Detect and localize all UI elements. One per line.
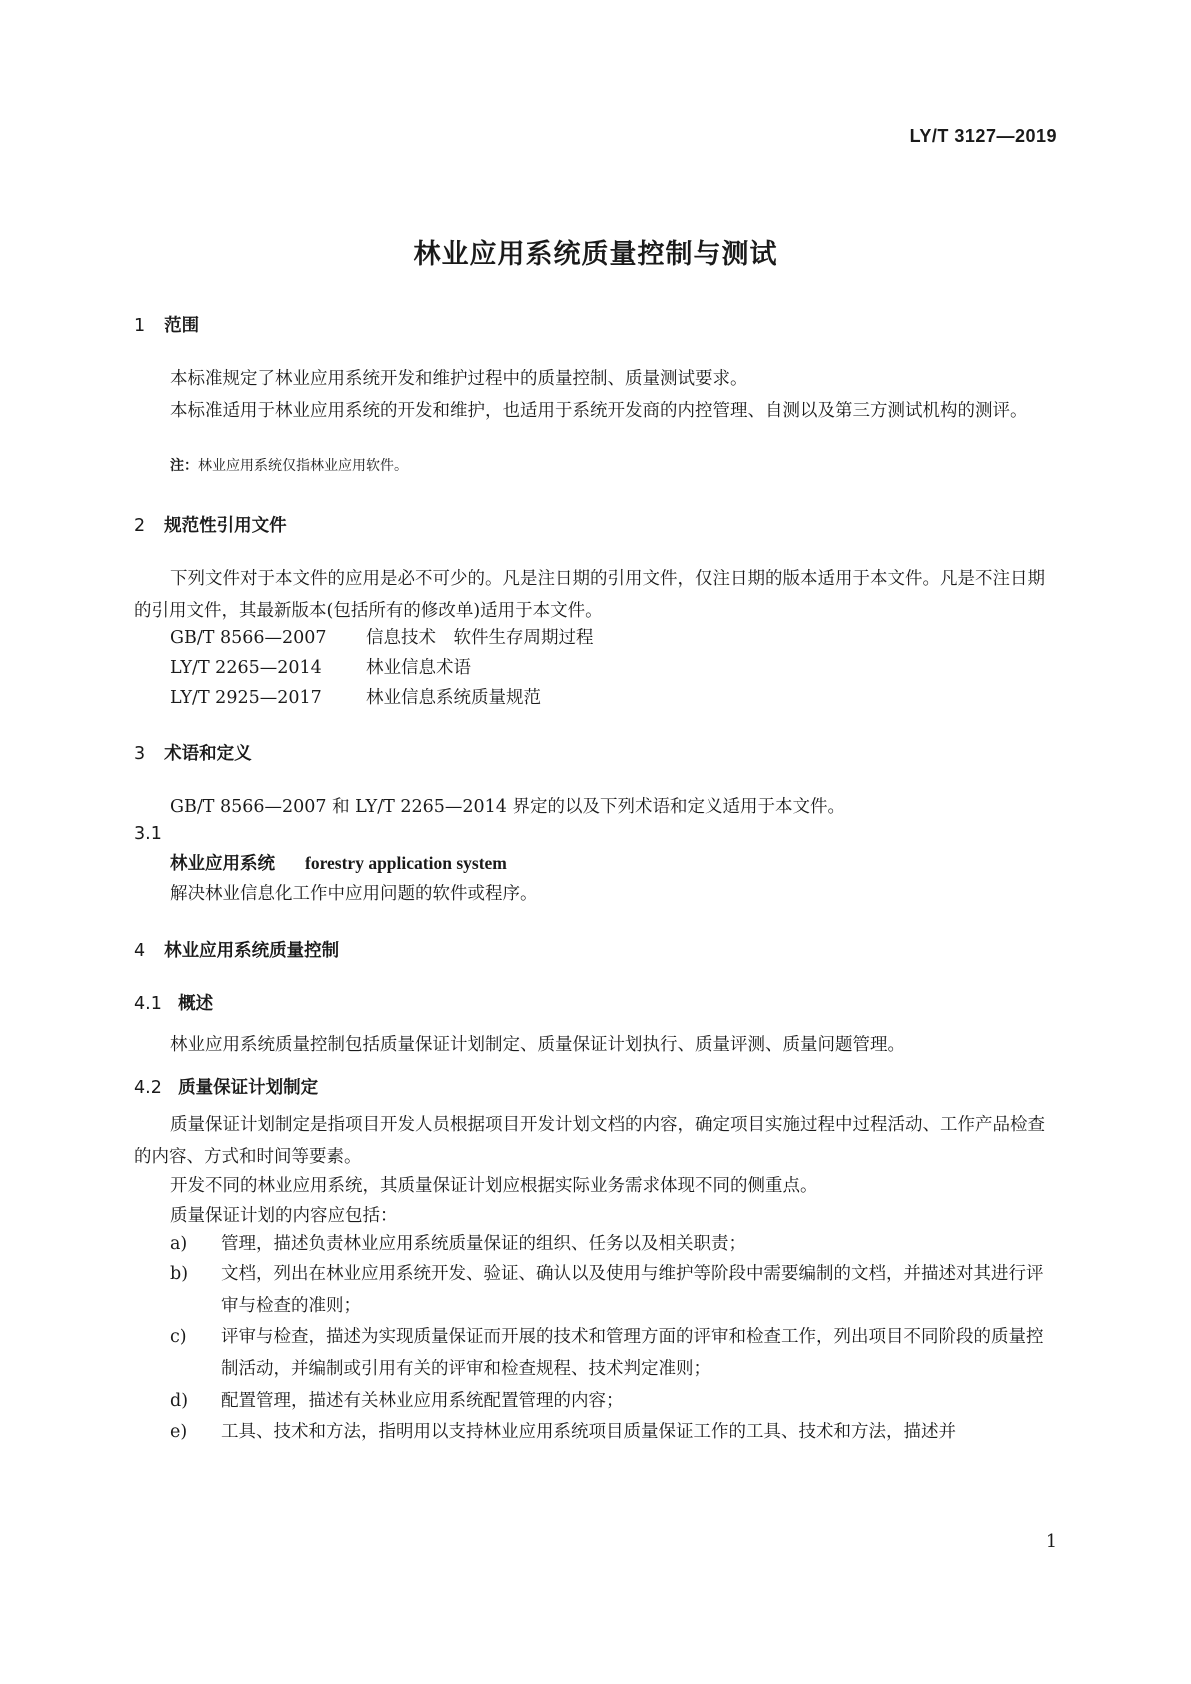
reference-code: LY/T 2265—2014 bbox=[170, 658, 322, 678]
list-text: 文档，列出在林业应用系统开发、验证、确认以及使用与维护等阶段中需要编制的文档，并描述对其进行评审与检查的准则； bbox=[221, 1264, 1044, 1316]
reference-name: 林业信息系统质量规范 bbox=[366, 688, 541, 708]
term-chinese: 林业应用系统 bbox=[170, 854, 275, 874]
list-text: 管理，描述负责林业应用系统质量保证的组织、任务以及相关职责； bbox=[221, 1234, 746, 1254]
section-title: 规范性引用文件 bbox=[164, 516, 287, 536]
paragraph: GB/T 8566—2007 和 LY/T 2265—2014 界定的以及下列术语和定义适用于本文件。 bbox=[170, 797, 845, 817]
section-4-2-heading bbox=[134, 1074, 318, 1099]
list-text: 评审与检查，描述为实现质量保证而开展的技术和管理方面的评审和检查工作，列出项目不同阶段的质量控制活动，并编制或引用有关的评审和检查规程、技术判定准则； bbox=[221, 1327, 1044, 1379]
section-4-1-heading bbox=[134, 990, 213, 1015]
list-marker: c) bbox=[170, 1327, 187, 1347]
paragraph: 下列文件对于本文件的应用是必不可少的。凡是注日期的引用文件，仅注日期的版本适用于本文件。凡是不注日期的引用文件，其最新版本(包括所有的修改单)适用于本文件。 bbox=[134, 569, 1045, 621]
section-title: 概述 bbox=[178, 994, 214, 1014]
list-item bbox=[170, 1228, 1058, 1260]
paragraph: 质量保证计划制定是指项目开发人员根据项目开发计划文档的内容，确定项目实施过程中过程活动、工作产品检查的内容、方式和时间等要素。 bbox=[134, 1115, 1045, 1167]
note-label: 注： bbox=[170, 458, 198, 474]
section-title: 林业应用系统质量控制 bbox=[164, 941, 340, 961]
paragraph: 质量保证计划的内容应包括： bbox=[170, 1206, 398, 1226]
standard-code: LY/T 3127—2019 bbox=[909, 126, 1057, 146]
list-item bbox=[170, 1416, 1058, 1448]
section-number: 1 bbox=[134, 316, 146, 336]
term-number: 3.1 bbox=[134, 824, 162, 844]
section-1-heading bbox=[134, 312, 199, 337]
note-text: 林业应用系统仅指林业应用软件。 bbox=[198, 458, 408, 474]
term-entry bbox=[170, 850, 507, 875]
reference-item bbox=[170, 654, 471, 679]
section-number: 3 bbox=[134, 744, 146, 764]
section-title: 范围 bbox=[164, 316, 200, 336]
page-number: 1 bbox=[1045, 1532, 1057, 1552]
list-marker: e) bbox=[170, 1422, 188, 1442]
reference-item bbox=[170, 624, 594, 649]
reference-item bbox=[170, 684, 541, 709]
section-title: 术语和定义 bbox=[164, 744, 252, 764]
section-number: 4.2 bbox=[134, 1078, 162, 1098]
list-text: 配置管理，描述有关林业应用系统配置管理的内容； bbox=[221, 1391, 624, 1411]
section-3-heading bbox=[134, 740, 252, 765]
reference-code: GB/T 8566—2007 bbox=[170, 628, 327, 648]
list-marker: d) bbox=[170, 1391, 189, 1411]
reference-code: LY/T 2925—2017 bbox=[170, 688, 322, 708]
reference-name: 信息技术 软件生存周期过程 bbox=[366, 628, 594, 648]
section-4-heading bbox=[134, 937, 339, 962]
paragraph: 本标准适用于林业应用系统的开发和维护，也适用于系统开发商的内控管理、自测以及第三方测试机构的测评。 bbox=[170, 401, 1028, 421]
list-item bbox=[170, 1321, 1058, 1385]
list-marker: a) bbox=[170, 1234, 188, 1254]
document-title: 林业应用系统质量控制与测试 bbox=[413, 239, 778, 270]
section-title: 质量保证计划制定 bbox=[178, 1078, 319, 1098]
section-number: 4 bbox=[134, 941, 146, 961]
paragraph: 本标准规定了林业应用系统开发和维护过程中的质量控制、质量测试要求。 bbox=[170, 369, 748, 389]
term-english: forestry application system bbox=[305, 853, 507, 873]
section-number: 2 bbox=[134, 516, 146, 536]
list-marker: b) bbox=[170, 1264, 189, 1284]
note bbox=[170, 455, 408, 475]
reference-name: 林业信息术语 bbox=[366, 658, 471, 678]
paragraph: 开发不同的林业应用系统，其质量保证计划应根据实际业务需求体现不同的侧重点。 bbox=[170, 1176, 818, 1196]
list-item bbox=[170, 1258, 1058, 1322]
list-text: 工具、技术和方法，指明用以支持林业应用系统项目质量保证工作的工具、技术和方法，描述并 bbox=[221, 1422, 956, 1442]
term-definition: 解决林业信息化工作中应用问题的软件或程序。 bbox=[170, 884, 538, 904]
section-2-heading bbox=[134, 512, 287, 537]
section-number: 4.1 bbox=[134, 994, 162, 1014]
list-item bbox=[170, 1385, 1058, 1417]
paragraph: 林业应用系统质量控制包括质量保证计划制定、质量保证计划执行、质量评测、质量问题管理。 bbox=[170, 1035, 905, 1055]
